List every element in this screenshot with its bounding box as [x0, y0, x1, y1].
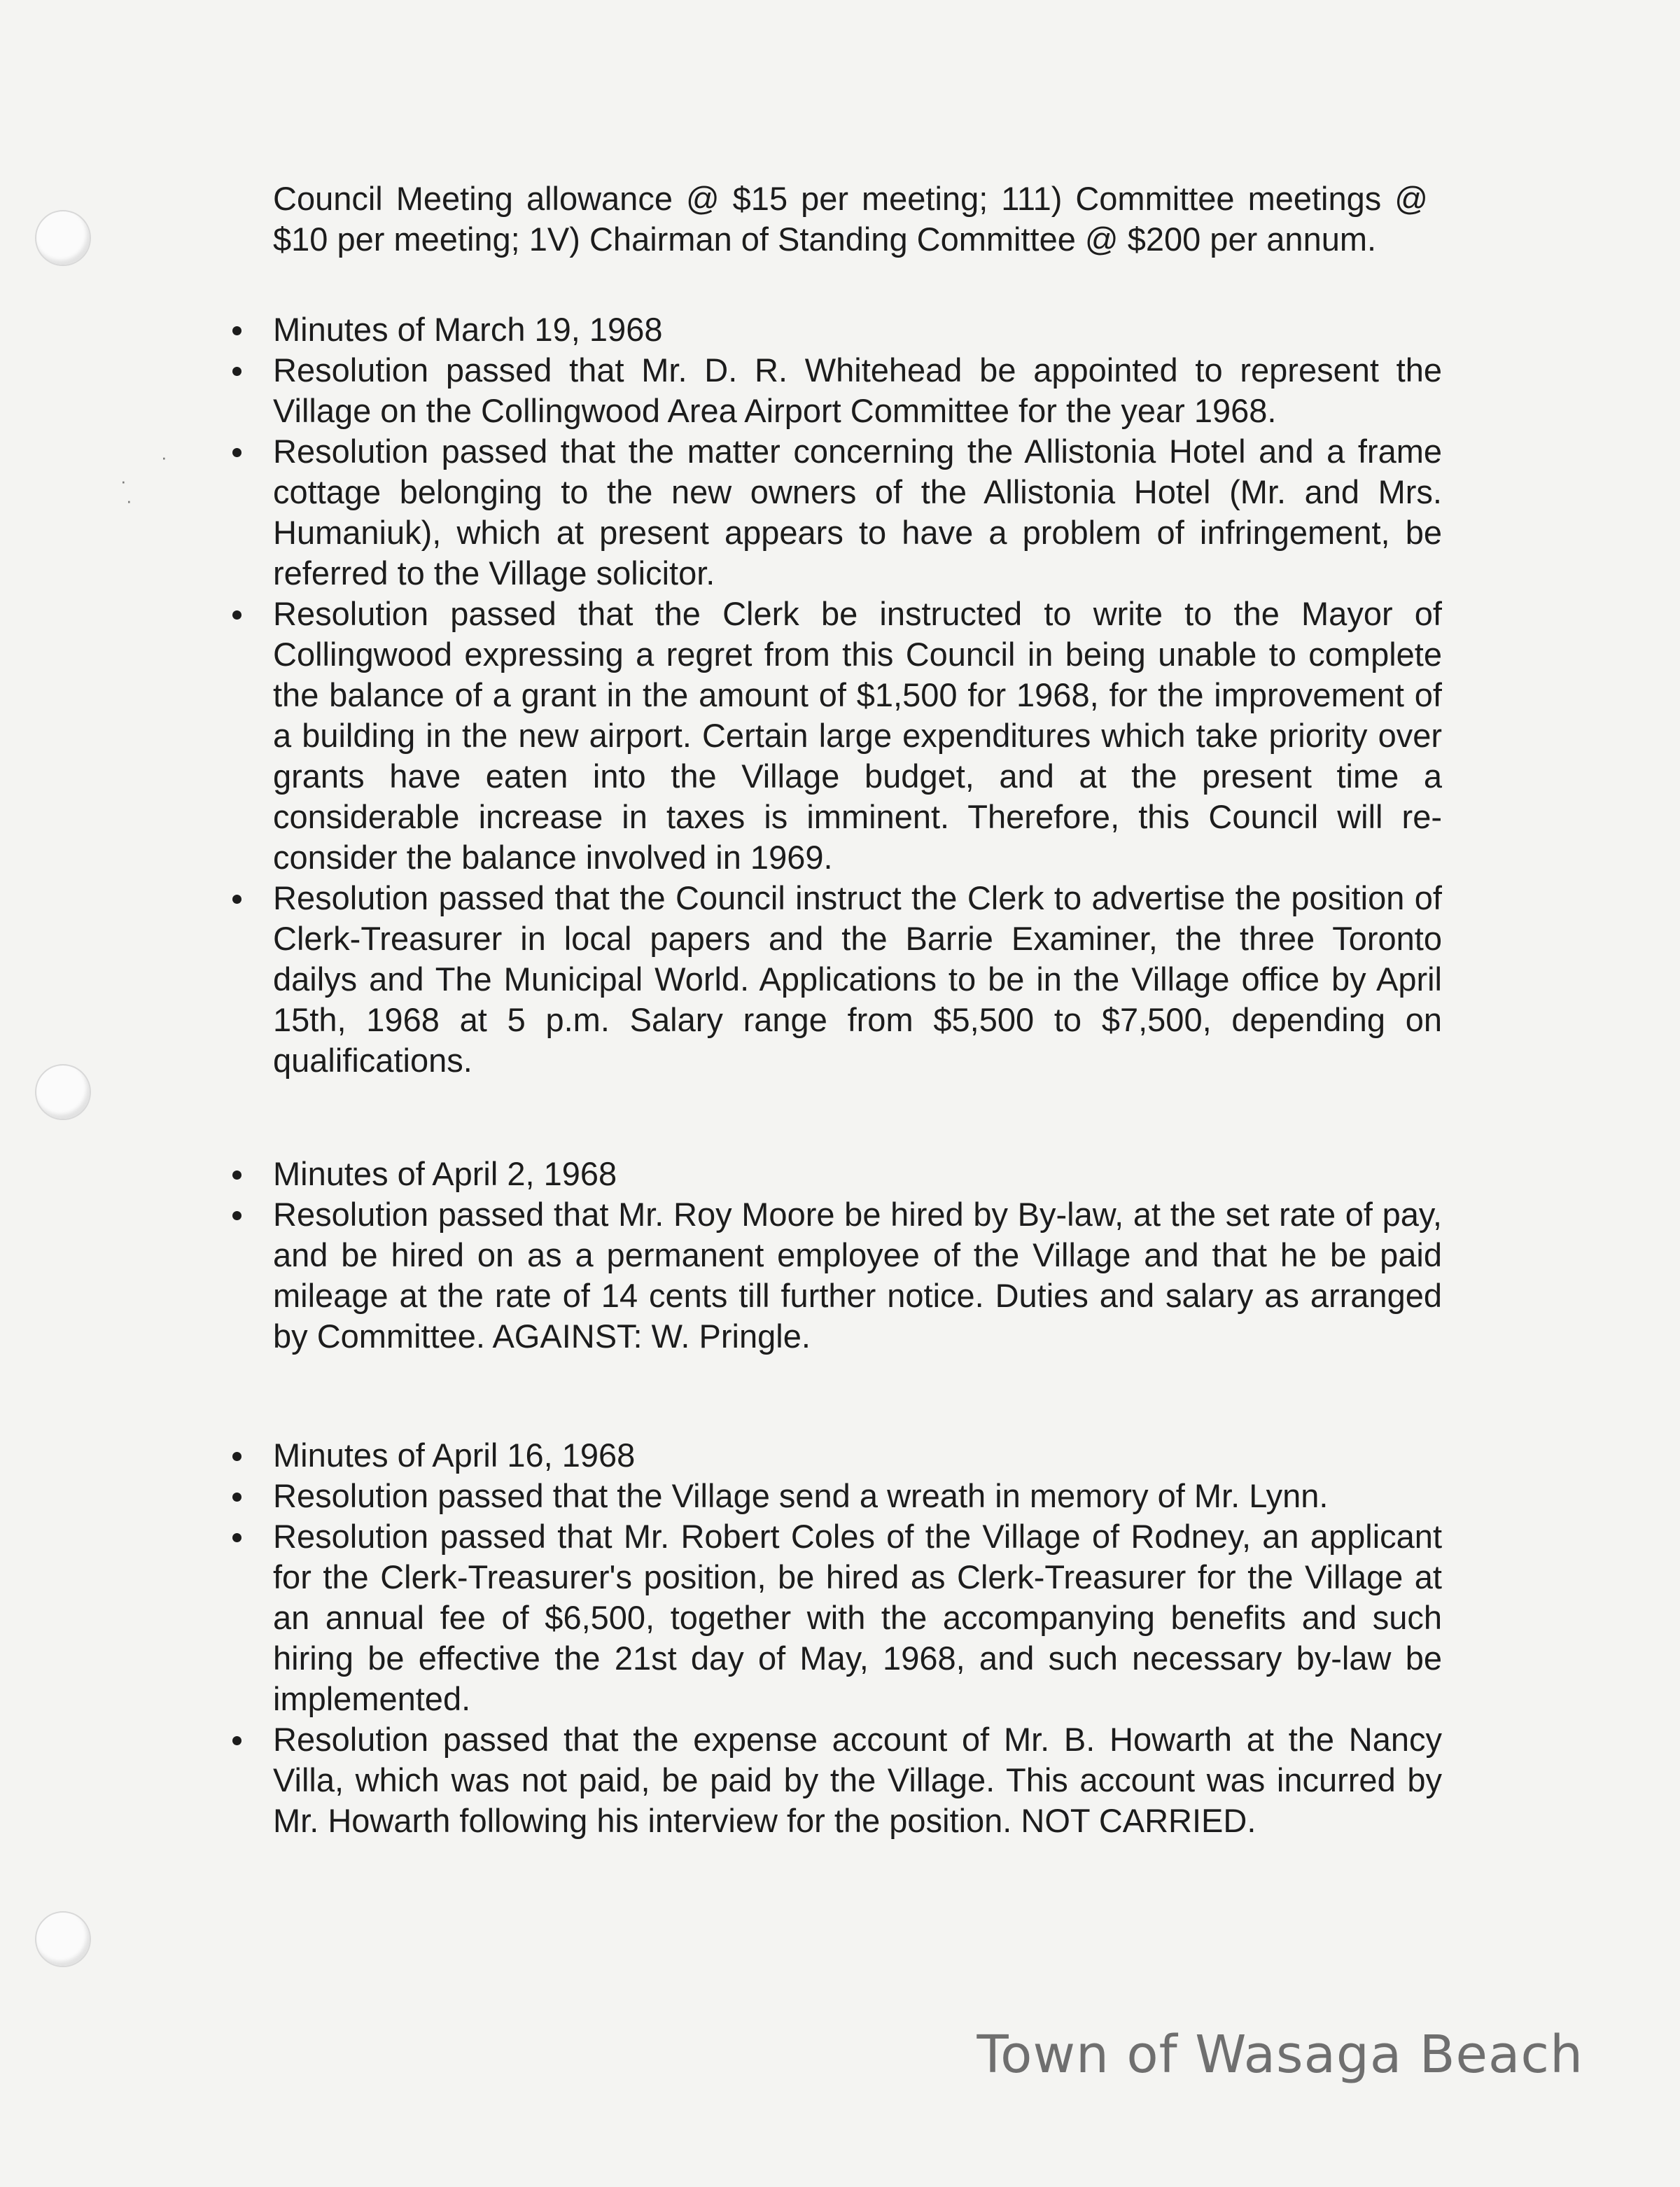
list-item: Resolution passed that the matter concerning the Allistonia Hotel and a frame cottage belonging to the new owners of the Allistonia Hotel (Mr. and Mrs. Humaniuk), which at present appears to have a problem of infringement, be referred to the Village solicitor. [210, 431, 1442, 594]
punch-hole-middle [35, 1064, 91, 1120]
bullet-icon [232, 895, 241, 904]
list-item: Resolution passed that the Clerk be instructed to write to the Mayor of Collingwood expressing a regret from this Council in being unable to complete the balance of a grant in the amount of $1,500 for 1968, for the improvement of a building in the new airport. Certain large expenditures which take priority over grants have eaten into the Village budget, and at the present time a considerable increase in taxes is imminent. Therefore, this Council will re-consider the balance involved in 1969. [210, 594, 1442, 878]
scan-speck: · [161, 447, 167, 468]
bullet-icon [232, 1171, 241, 1180]
punch-hole-bottom [35, 1911, 91, 1967]
bullet-icon [232, 1736, 241, 1745]
section-march-19 [210, 309, 1442, 1081]
section-april-16 [210, 1435, 1442, 1841]
list-item: Resolution passed that Mr. Robert Coles of the Village of Rodney, an applicant for the Clerk-Treasurer's position, be hired as Clerk-Treasurer for the Village at an annual fee of $6,500, together with the accompanying benefits and such hiring be effective the 21st day of May, 1968, and such necessary by-law be implemented. [210, 1516, 1442, 1719]
section-april-2 [210, 1154, 1442, 1357]
bullet-icon [232, 1533, 241, 1542]
list-item: Resolution passed that Mr. D. R. Whitehead be appointed to represent the Village on the Collingwood Area Airport Committee for the year 1968. [210, 350, 1442, 431]
intro-paragraph: Council Meeting allowance @ $15 per meeting; 111) Committee meetings @ $10 per meeting; 1V) Chairman of Standing Committee @ $200 per annum. [273, 180, 1428, 258]
list-item: Resolution passed that the Council instruct the Clerk to advertise the position of Clerk-Treasurer in local papers and the Barrie Examiner, the three Toronto dailys and The Municipal World. Applications to be in the Village office by April 15th, 1968 at 5 p.m. Salary range from $5,500 to $7,500, depending on qualifications. [210, 878, 1442, 1081]
list-item: Resolution passed that the expense account of Mr. B. Howarth at the Nancy Villa, which was not paid, be paid by the Village. This account was incurred by Mr. Howarth following his interview for the position. NOT CARRIED. [210, 1719, 1442, 1841]
bullet-icon [232, 367, 241, 376]
bullet-icon [232, 1211, 241, 1220]
punch-hole-top [35, 210, 91, 266]
watermark-text: Town of Wasaga Beach [976, 2025, 1583, 2085]
list-item: Minutes of March 19, 1968 [210, 309, 1442, 350]
list-item: Minutes of April 2, 1968 [210, 1154, 1442, 1194]
list-item: Resolution passed that Mr. Roy Moore be hired by By-law, at the set rate of pay, and be hired on as a permanent employee of the Village and that he be paid mileage at the rate of 14 cents till further notice. Duties and salary as arranged by Committee. AGAINST: W. Pringle. [210, 1194, 1442, 1357]
bullet-icon [232, 448, 241, 457]
scan-speck: · [120, 470, 127, 491]
list-item: Minutes of April 16, 1968 [210, 1435, 1442, 1476]
bullet-icon [232, 1493, 241, 1502]
bullet-icon [232, 1452, 241, 1461]
bullet-icon [232, 610, 241, 620]
scan-speck: · [126, 490, 132, 511]
bullet-icon [232, 326, 241, 335]
list-item: Resolution passed that the Village send a wreath in memory of Mr. Lynn. [210, 1476, 1442, 1516]
